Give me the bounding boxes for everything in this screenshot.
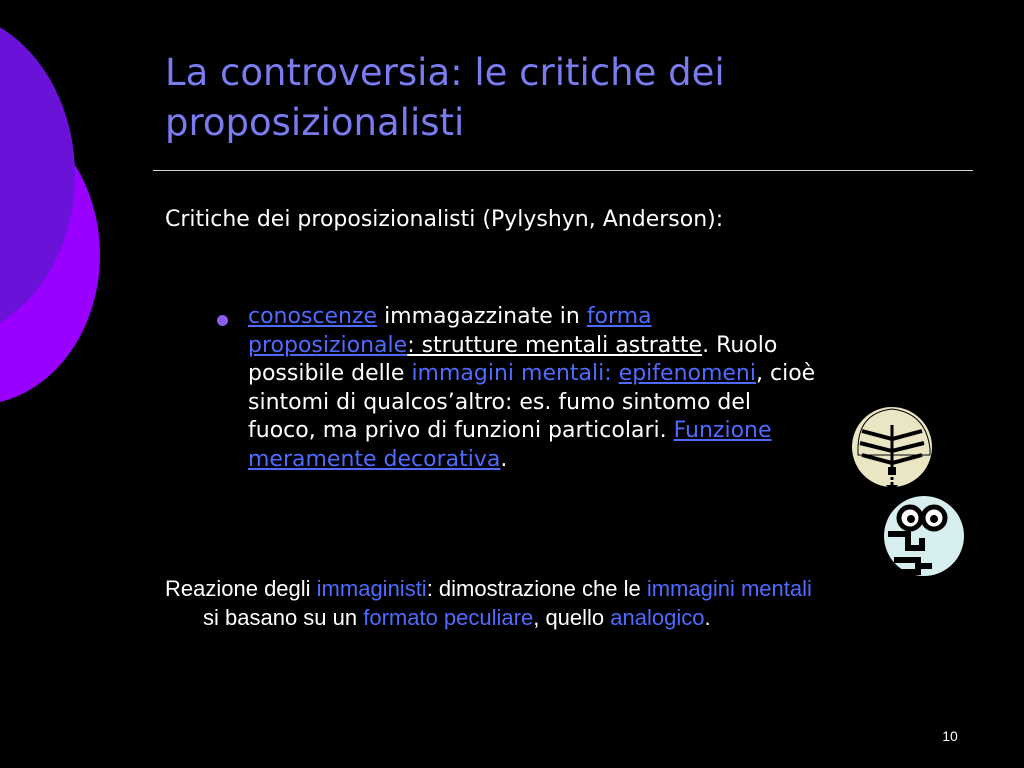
para-text: si basano su un	[203, 605, 364, 630]
page-number: 10	[942, 728, 958, 744]
link-conoscenze[interactable]: conoscenze	[248, 304, 378, 329]
immaginisti-text: immaginisti	[316, 576, 427, 601]
para-text: .	[704, 605, 711, 630]
title-divider	[153, 170, 973, 171]
slide-title: La controversia: le critiche dei proposizionalisti	[165, 51, 725, 144]
formato-peculiare-text: formato peculiare	[363, 605, 534, 630]
bullet-text: , cioè sintomi di qualcos’altro: es. fumo sintomo del fuoco, ma privo di funzioni particolari.	[248, 361, 816, 443]
bullet-icon	[217, 315, 228, 326]
para-text: Reazione degli	[165, 576, 317, 601]
book-head-icon	[848, 405, 938, 497]
bullet-text: . Ruolo possibile delle	[248, 332, 778, 386]
bullet-item	[248, 303, 818, 474]
link-funzione-decorativa[interactable]: Funzione meramente decorativa	[248, 418, 772, 472]
intro-paragraph: Critiche dei proposizionalisti (Pylyshyn, Anderson):	[165, 207, 724, 232]
bullet-text: .	[500, 446, 508, 472]
bullet-text: immagazzinate in	[377, 304, 587, 329]
reaction-paragraph	[165, 574, 823, 632]
para-text: : dimostrazione che le	[426, 576, 647, 601]
immagini-mentali-text: immagini mentali:	[411, 361, 619, 386]
bullet-text-underlined: : strutture mentali astratte	[407, 332, 703, 358]
immagini-mentali-text: immagini mentali	[646, 576, 812, 601]
link-forma-proposizionale[interactable]: forma proposizionale	[248, 304, 652, 358]
analogico-text: analogico	[610, 605, 705, 630]
link-epifenomeni[interactable]: epifenomeni	[618, 361, 756, 386]
para-text: , quello	[533, 605, 611, 630]
face-icon	[880, 494, 964, 580]
